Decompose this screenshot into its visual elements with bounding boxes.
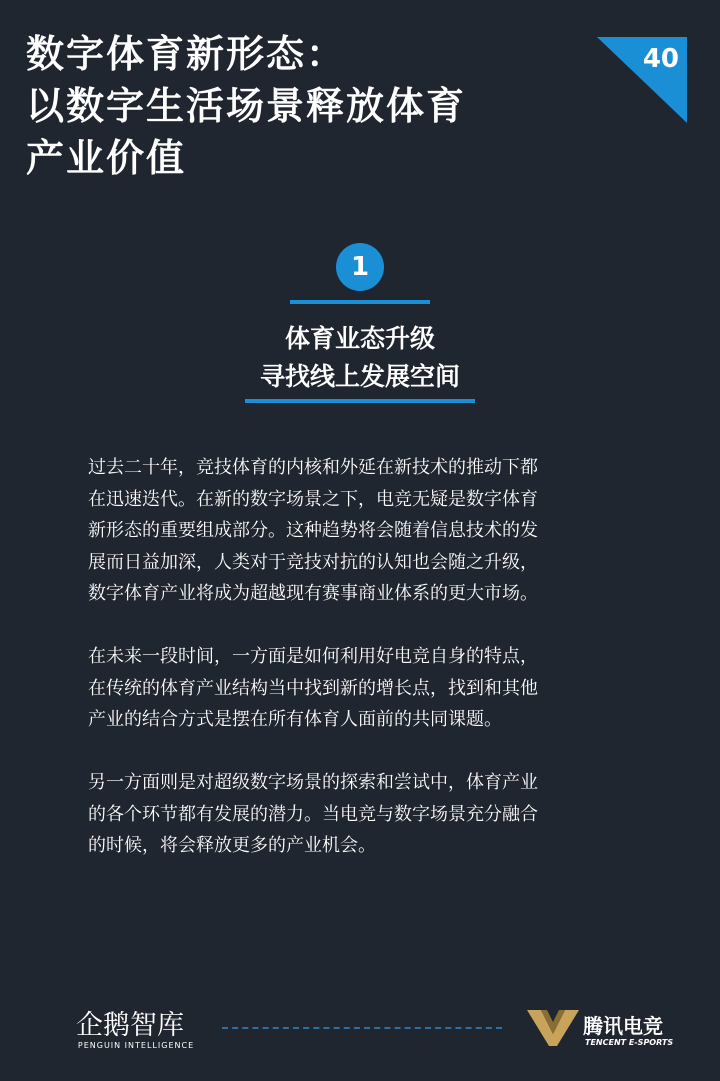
page-title bbox=[26, 28, 586, 184]
body-text bbox=[88, 452, 648, 893]
title-line-2: 以数字生活场景释放体育 bbox=[26, 84, 467, 128]
paragraph-line: 过去二十年，竞技体育的内核和外延在新技术的推动下都 bbox=[88, 457, 538, 478]
section-divider-top bbox=[290, 300, 430, 304]
paragraph-1 bbox=[88, 452, 648, 610]
paragraph-line: 另一方面则是对超级数字场景的探索和尝试中，体育产业 bbox=[88, 772, 538, 793]
paragraph-line: 新形态的重要组成部分。这种趋势将会随着信息技术的发 bbox=[88, 520, 538, 541]
tencent-esports-name: 腾讯电竞 bbox=[583, 1014, 663, 1038]
footer-dashed-divider bbox=[222, 1027, 502, 1029]
section-subtitle bbox=[200, 320, 520, 396]
paragraph-line: 在传统的体育产业结构当中找到新的增长点，找到和其他 bbox=[88, 677, 538, 699]
paragraph-line: 数字体育产业将成为超越现有赛事商业体系的更大市场。 bbox=[88, 583, 538, 604]
paragraph-line: 在迅速迭代。在新的数字场景之下，电竞无疑是数字体育 bbox=[88, 488, 538, 510]
section-number-badge: 1 bbox=[336, 243, 384, 291]
penguin-logo-subtext: PENGUIN INTELLIGENCE bbox=[77, 1041, 195, 1050]
paragraph-line: 产业的结合方式是摆在所有体育人面前的共同课题。 bbox=[88, 709, 502, 730]
tencent-esports-logo bbox=[527, 1008, 687, 1058]
paragraph-line: 在未来一段时间，一方面是如何利用好电竞自身的特点， bbox=[88, 646, 538, 667]
penguin-intelligence-logo bbox=[72, 1003, 200, 1055]
paragraph-line: 的各个环节都有发展的潜力。当电竞与数字场景充分融合 bbox=[88, 803, 538, 825]
title-line-3: 产业价值 bbox=[26, 136, 187, 180]
subtitle-line-2: 寻找线上发展空间 bbox=[259, 362, 460, 391]
paragraph-line: 的时候，将会释放更多的产业机会。 bbox=[88, 835, 376, 856]
tencent-esports-subtext: TENCENT E-SPORTS bbox=[585, 1038, 674, 1047]
subtitle-line-1: 体育业态升级 bbox=[284, 324, 435, 353]
title-line-1: 数字体育新形态： bbox=[26, 32, 347, 76]
section-divider-bottom bbox=[245, 399, 475, 403]
tencent-v-icon bbox=[527, 1008, 579, 1048]
penguin-logo-text: 企鹅智库 bbox=[76, 1010, 184, 1041]
paragraph-line: 展而日益加深，人类对于竞技对抗的认知也会随之升级， bbox=[88, 551, 538, 573]
page-number: 40 bbox=[642, 44, 679, 74]
paragraph-3 bbox=[88, 767, 648, 862]
paragraph-2 bbox=[88, 641, 648, 736]
